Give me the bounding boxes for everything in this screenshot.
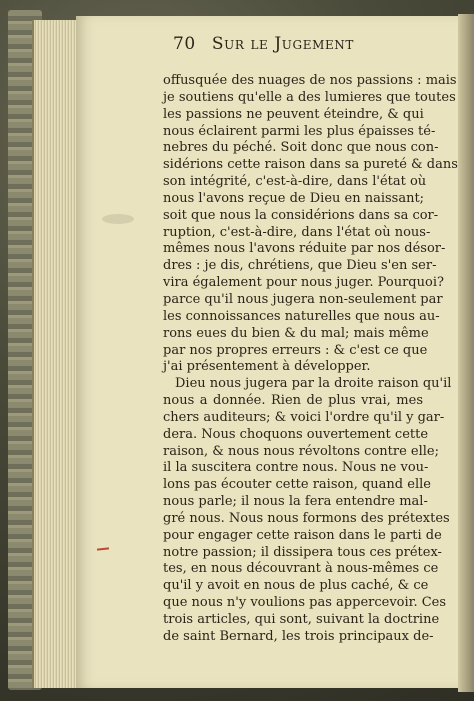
text-line: mêmes nous l'avons réduite par nos désor-: [163, 241, 446, 257]
body-text: [163, 73, 458, 646]
running-title: Sur le Jugement: [211, 34, 355, 54]
text-line: sidérions cette raison dans sa pureté & dans: [163, 157, 458, 173]
text-line: soit que nous la considérions dans sa cor-: [163, 207, 439, 223]
text-line: dera. Nous choquons ouvertement cette: [163, 426, 429, 442]
text-line: les connoissances naturelles que nous au-: [163, 308, 440, 324]
page-edges: [32, 20, 80, 688]
text-line: les passions ne peuvent éteindre, & qui: [163, 106, 424, 122]
page-stain: [102, 214, 134, 224]
text-line: tes, en nous découvrant à nous-mêmes ce: [163, 561, 439, 577]
text-line: notre passion; il dissipera tous ces prétex-: [163, 544, 442, 560]
text-line: parce qu'il nous jugera non-seulement par: [163, 291, 443, 307]
text-line: nous a donnée. Rien de plus vrai, mes: [163, 393, 423, 409]
text-line: Dieu nous jugera par la droite raison qu'il: [175, 376, 452, 392]
text-line: nous éclairent parmi les plus épaisses té-: [163, 123, 436, 139]
text-line: trois articles, qui sont, suivant la doctrine: [163, 612, 440, 627]
text-line: son intégrité, c'est-à-dire, dans l'état où: [163, 174, 427, 190]
text-line: lons pas écouter cette raison, quand elle: [163, 477, 431, 493]
text-line: qu'il y avoit en nous de plus caché, & ce: [163, 578, 429, 594]
text-line: offusquée des nuages de nos passions : mais: [163, 73, 457, 88]
text-line: nous parle; il nous la fera entendre mal-: [163, 494, 428, 510]
text-line: pour engager cette raison dans le parti de: [163, 527, 442, 543]
text-line: de saint Bernard, les trois principaux de-: [163, 628, 434, 644]
text-line: nebres du péché. Soit donc que nous con-: [163, 140, 439, 156]
text-line: gré nous. Nous nous formons des prétextes: [163, 510, 450, 526]
page-header: [173, 34, 354, 54]
page-right-edge: [458, 14, 474, 692]
page-number: 70: [173, 34, 196, 54]
text-line: nous l'avons reçue de Dieu en naissant;: [163, 190, 425, 206]
text-line: dres : je dis, chrétiens, que Dieu s'en ser-: [163, 258, 437, 274]
text-line: j'ai présentement à développer.: [163, 359, 371, 375]
text-line: il la suscitera contre nous. Nous ne vou-: [163, 460, 429, 476]
text-line: rons eues du bien & du mal; mais même: [163, 325, 429, 341]
text-line: par nos propres erreurs : & c'est ce que: [163, 342, 428, 358]
text-line: ruption, c'est-à-dire, dans l'état où nous-: [163, 224, 431, 240]
text-line: je soutiens qu'elle a des lumieres que toutes: [163, 89, 456, 105]
text-line: chers auditeurs; & voici l'ordre qu'il y gar-: [163, 409, 445, 425]
text-line: que nous n'y voulions pas appercevoir. Ces: [163, 595, 447, 611]
text-line: vira également pour nous juger. Pourquoi?: [163, 275, 444, 291]
text-line: raison, & nous nous révoltons contre elle;: [163, 443, 440, 459]
